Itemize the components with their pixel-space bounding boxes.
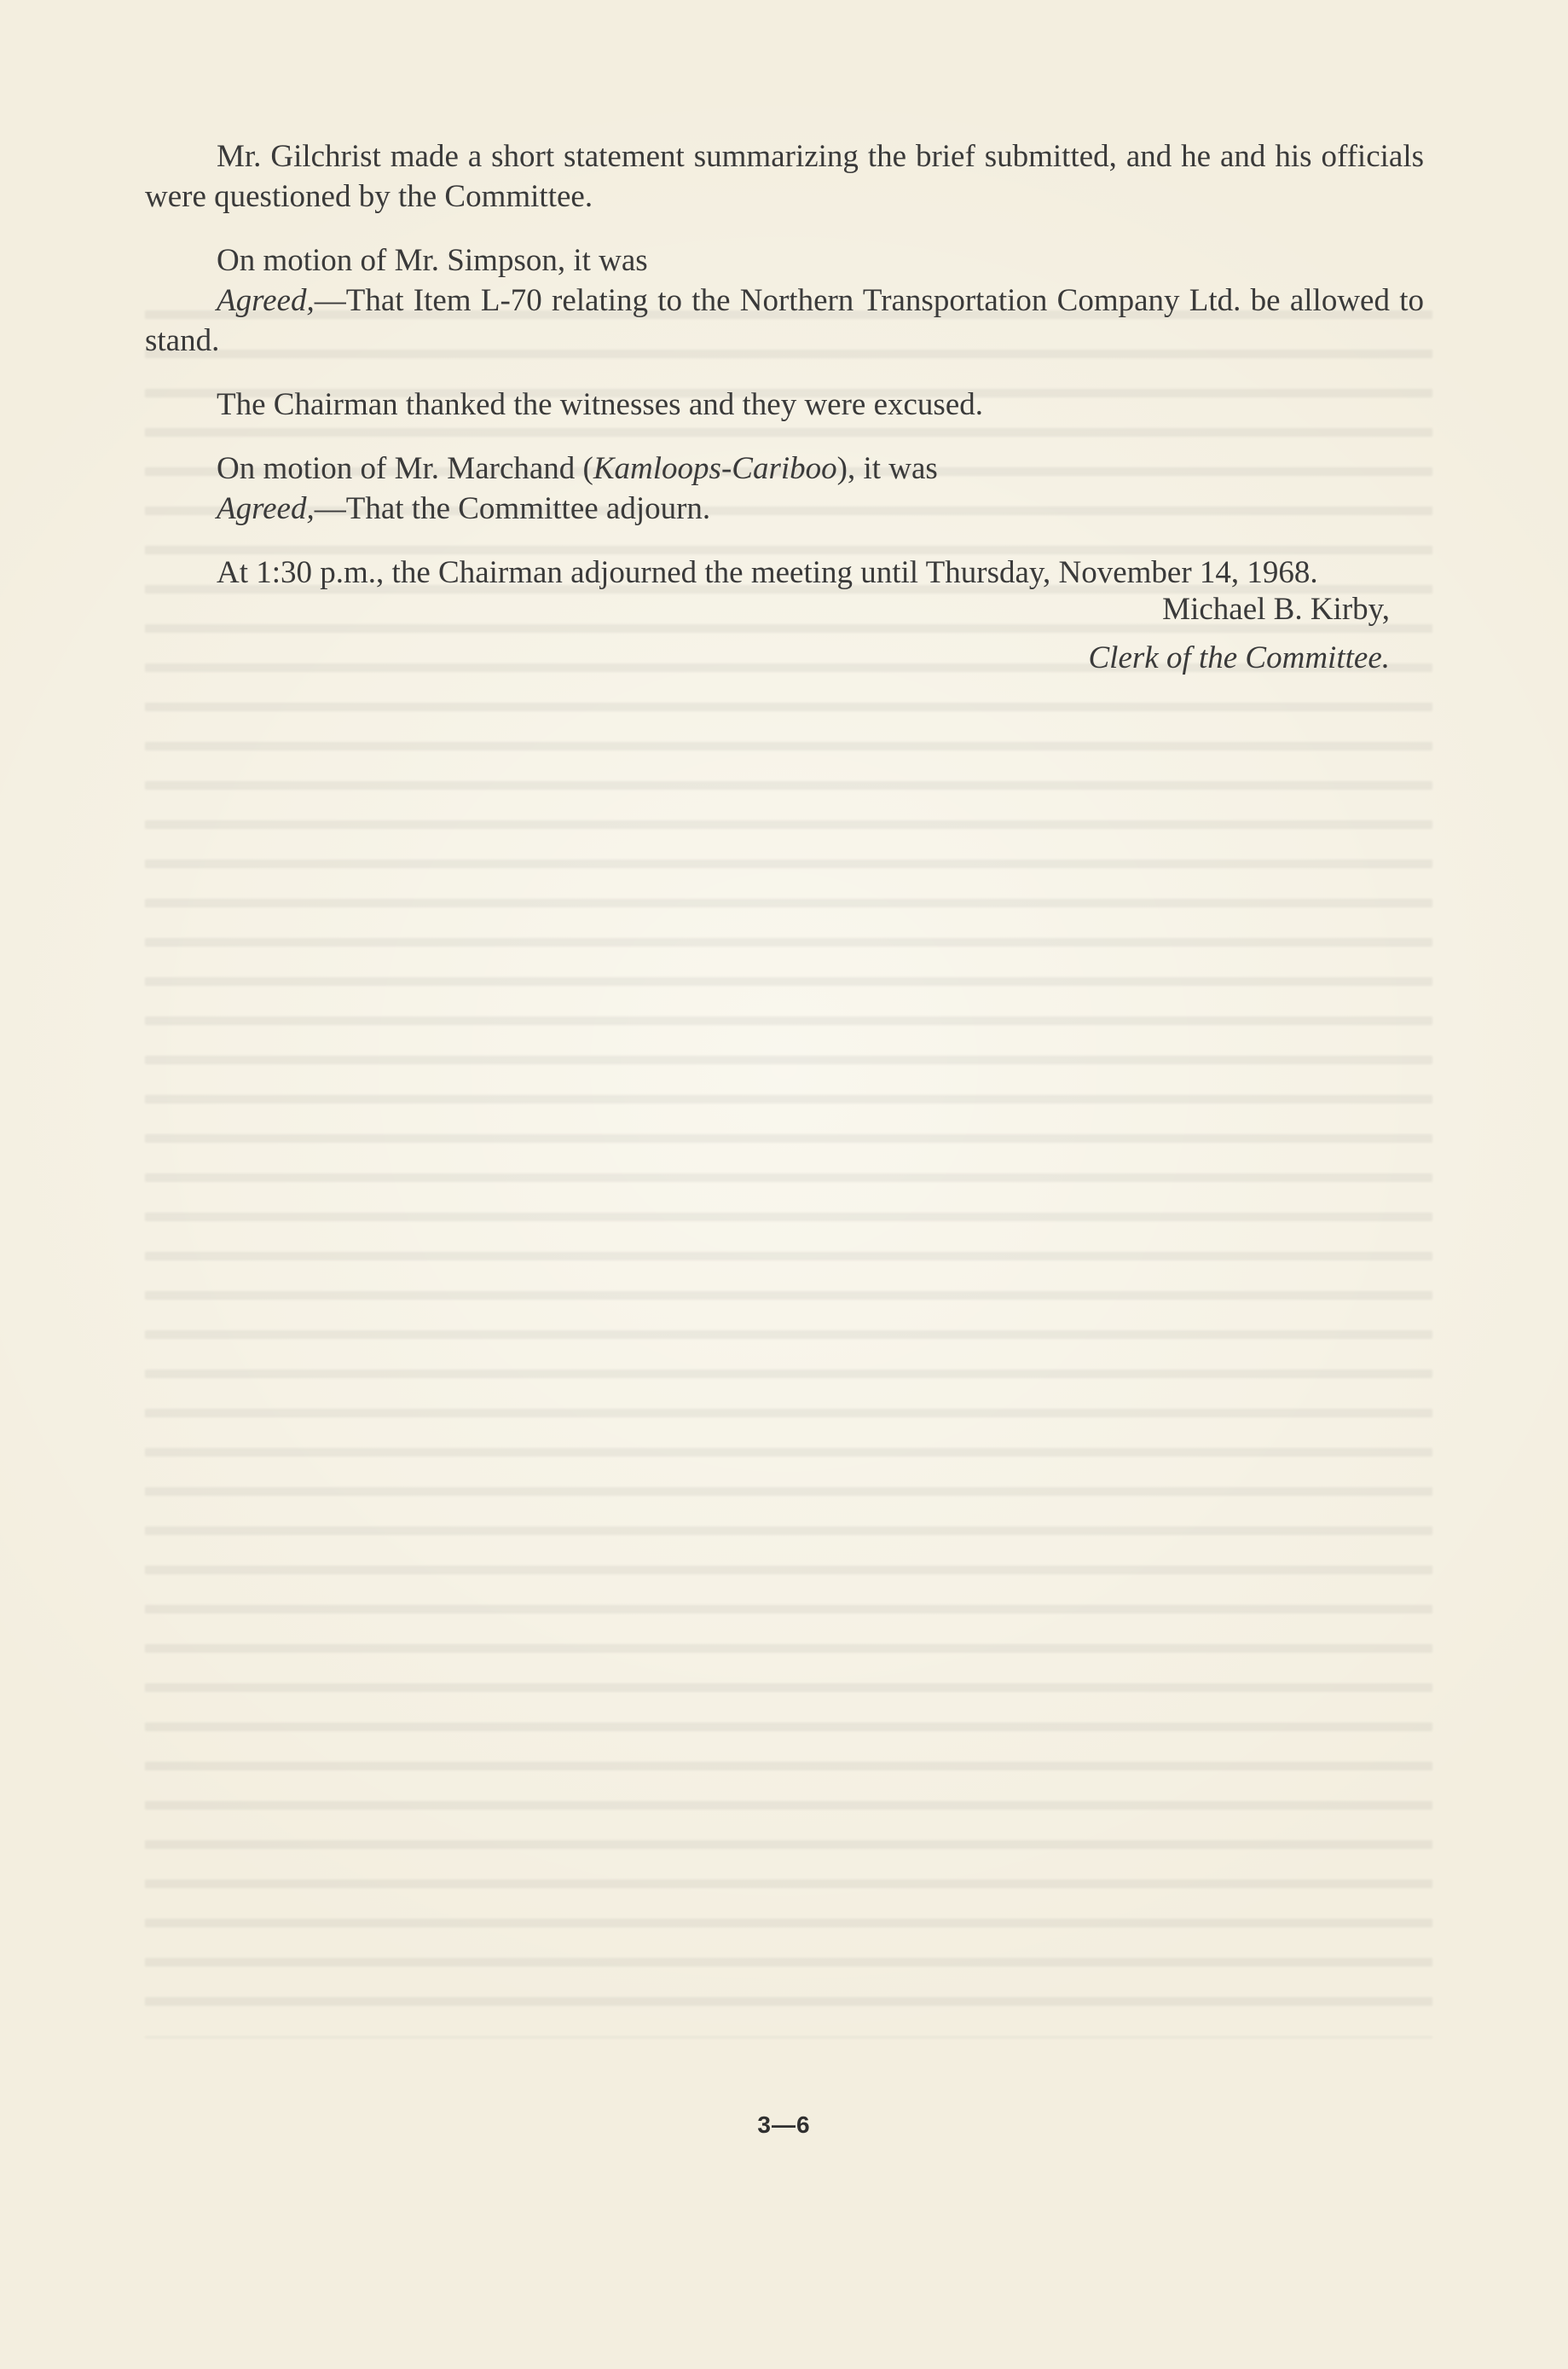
- agreed-label: Agreed,: [217, 491, 315, 526]
- paragraph-spacer: [145, 361, 1424, 385]
- paragraph-spacer: [145, 217, 1424, 240]
- paragraph-motion-marchand: On motion of Mr. Marchand (Kamloops-Cariboo), it was: [217, 451, 938, 486]
- paragraph-motion-simpson: On motion of Mr. Simpson, it was: [217, 243, 648, 278]
- paragraph-gilchrist-statement: Mr. Gilchrist made a short statement summarizing the brief submitted, and he and his officials were questioned by the Committee.: [145, 139, 1424, 214]
- signature-name: Michael B. Kirby,: [1162, 592, 1390, 627]
- agreed-label: Agreed,: [217, 283, 315, 318]
- signature-title: Clerk of the Committee.: [1088, 640, 1390, 675]
- paragraph-spacer: [145, 425, 1424, 449]
- page-number: 3—6: [757, 2111, 811, 2138]
- paragraph-agreed-adjourn: Agreed,—That the Committee adjourn.: [217, 491, 711, 526]
- document-body: [145, 136, 1424, 678]
- riding-name: Kamloops-Cariboo: [593, 451, 837, 486]
- paragraph-chairman-thanked: The Chairman thanked the witnesses and they were excused.: [217, 387, 984, 422]
- paragraph-adjournment-time: At 1:30 p.m., the Chairman adjourned the meeting until Thursday, November 14, 1968.: [217, 555, 1318, 590]
- paragraph-spacer: [145, 529, 1424, 553]
- paragraph-agreed-item-l70: Agreed,—That Item L-70 relating to the Northern Transportation Company Ltd. be allowed to stand.: [145, 283, 1424, 358]
